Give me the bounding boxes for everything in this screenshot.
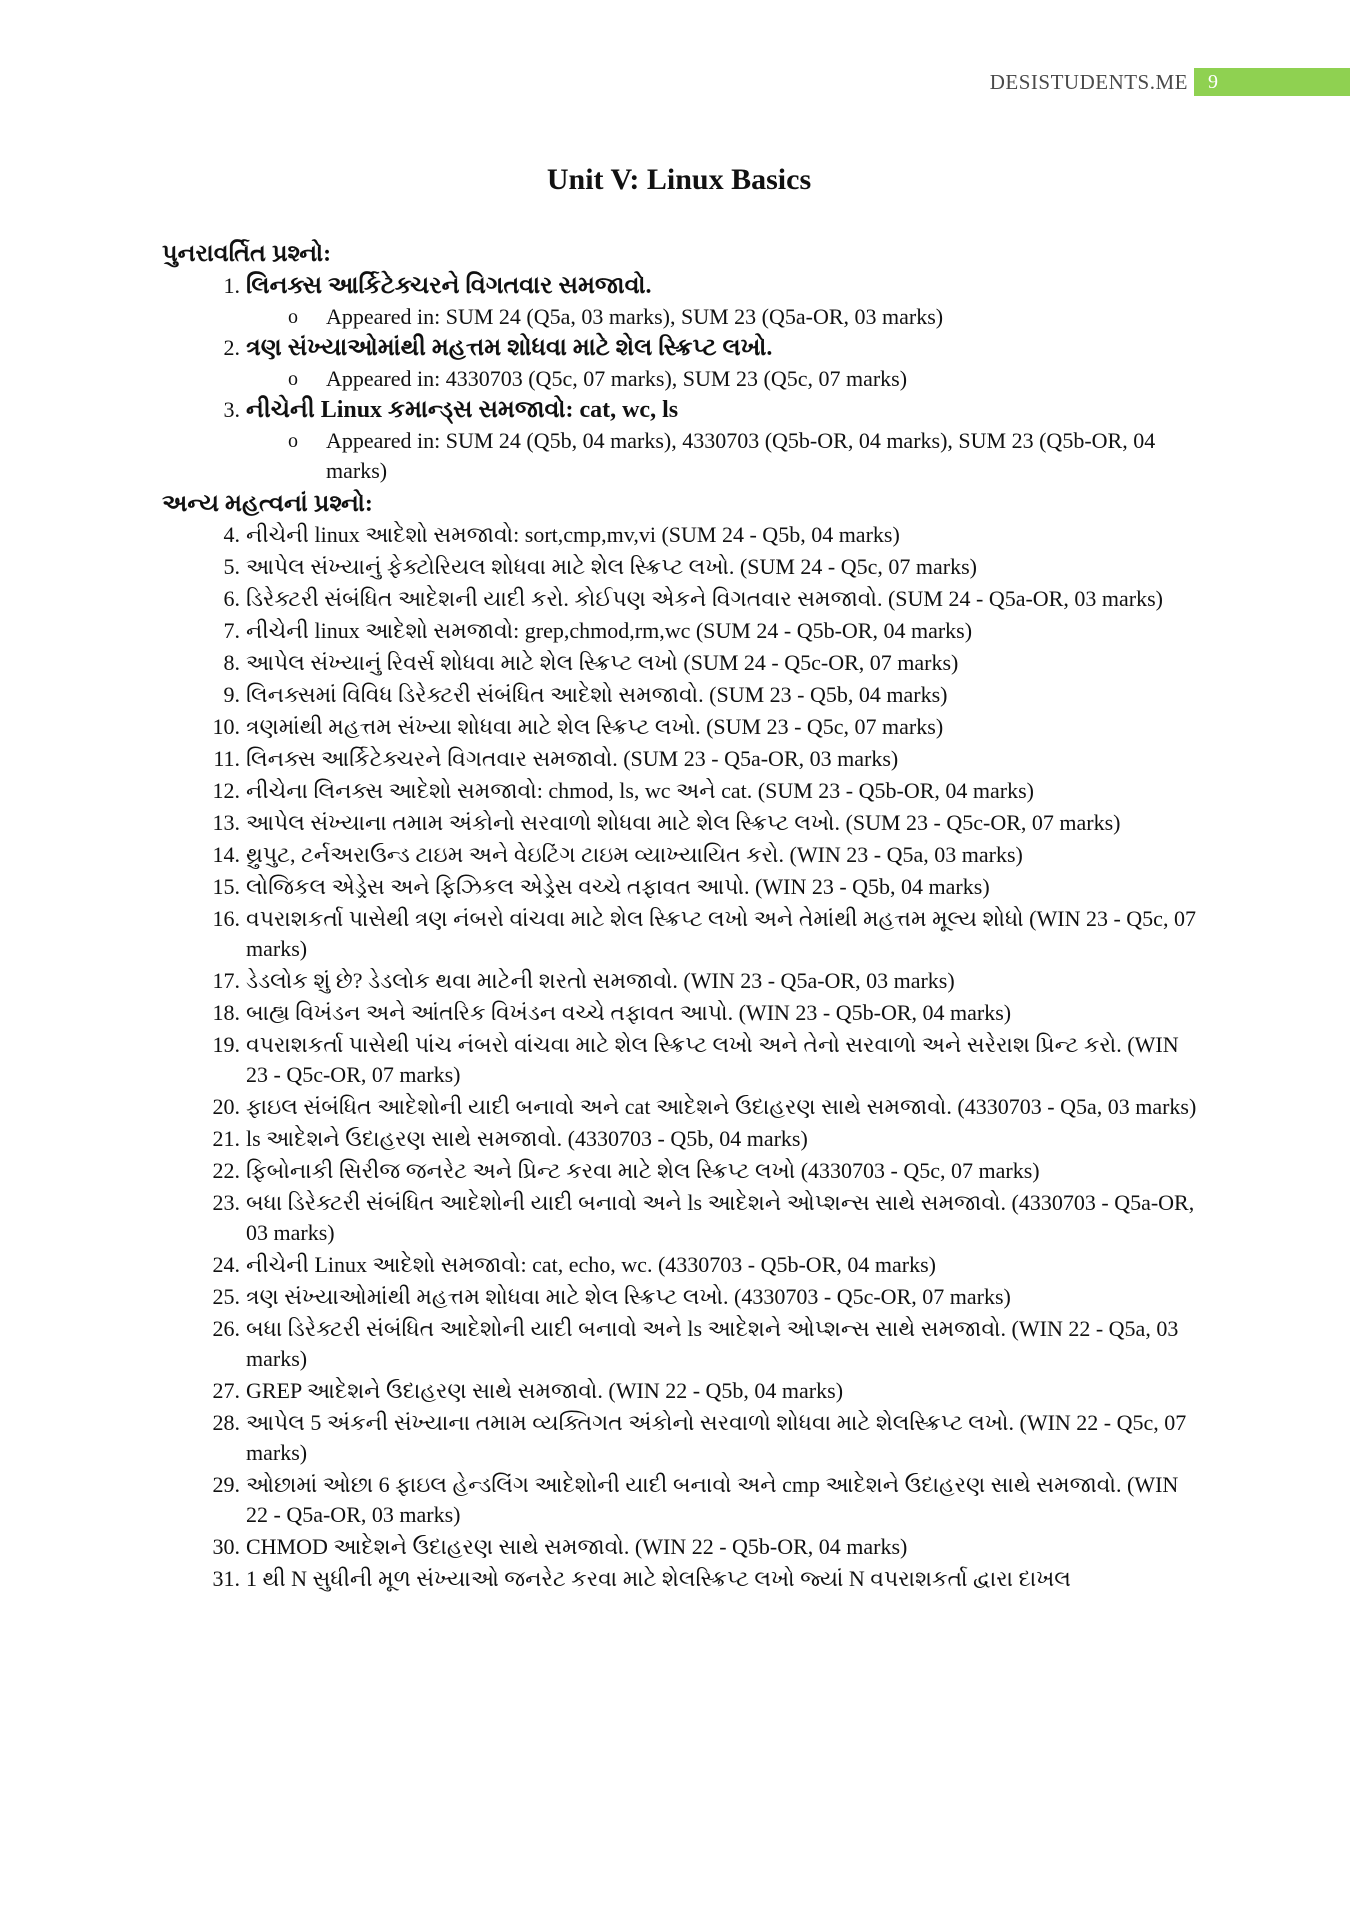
other-question-item	[162, 1408, 1202, 1468]
header-page-number: 9	[1194, 68, 1350, 96]
other-question-item	[162, 1564, 1202, 1594]
question-text: નીચેના લિનક્સ આદેશો સમજાવો: chmod, ls, wc અને cat. (SUM 23 - Q5b-OR, 04 marks)	[246, 778, 1034, 803]
question-number: 23.	[212, 1190, 240, 1215]
repeated-question-block	[162, 302, 1202, 332]
question-text: બાહ્ય વિખંડન અને આંતરિક વિખંડન વચ્ચે તફાવત આપો. (WIN 23 - Q5b-OR, 04 marks)	[246, 1000, 1012, 1025]
other-questions-heading: અન્ય મહત્વનાં પ્રશ્નો:	[162, 491, 373, 517]
question-number: 21.	[212, 1126, 240, 1151]
repeated-question-item	[162, 394, 1202, 486]
question-number: 31.	[212, 1566, 240, 1591]
appeared-in-note	[162, 302, 1202, 332]
header-site-name: DESISTUDENTS.ME	[989, 70, 1188, 94]
question-number: 10.	[212, 714, 240, 739]
question-number: 11.	[213, 746, 240, 771]
question-number: 16.	[212, 906, 240, 931]
question-number: 1.	[223, 273, 240, 298]
question-text: આપેલ 5 અંકની સંખ્યાના તમામ વ્યક્તિગત અંકોનો સરવાળો શોધવા માટે શેલસ્ક્રિપ્ટ લખો. (WIN 22 - Q5c, 07 marks)	[246, 1410, 1187, 1465]
question-text: લિનક્સમાં વિવિધ ડિરેક્ટરી સંબંધિત આદેશો સમજાવો. (SUM 23 - Q5b, 04 marks)	[246, 682, 948, 707]
question-text: ઓછામાં ઓછા 6 ફાઇલ હેન્ડલિંગ આદેશોની યાદી બનાવો અને cmp આદેશને ઉદાહરણ સાથે સમજાવો. (WIN 22 - Q5a-OR, 03 marks)	[246, 1472, 1179, 1527]
question-text: ત્રણ સંખ્યાઓમાંથી મહત્તમ શોધવા માટે શેલ સ્ક્રિપ્ટ લખો. (4330703 - Q5c-OR, 07 marks)	[246, 1284, 1011, 1309]
question-text: ડિરેક્ટરી સંબંધિત આદેશની યાદી કરો. કોઈપણ એકને વિગતવાર સમજાવો. (SUM 24 - Q5a-OR, 03 marks)	[246, 586, 1163, 611]
question-number: 19.	[212, 1032, 240, 1057]
question-text: ફિબોનાકી સિરીજ જનરેટ અને પ્રિન્ટ કરવા માટે શેલ સ્ક્રિપ્ટ લખો (4330703 - Q5c, 07 marks)	[246, 1158, 1040, 1183]
question-text: ત્રણમાંથી મહત્તમ સંખ્યા શોધવા માટે શેલ સ્ક્રિપ્ટ લખો. (SUM 23 - Q5c, 07 marks)	[246, 714, 944, 739]
other-question-item	[162, 712, 1202, 742]
question-number: 4.	[223, 522, 240, 547]
question-number: 3.	[223, 397, 240, 422]
other-question-item	[162, 552, 1202, 582]
repeated-question-block	[162, 426, 1202, 486]
question-number: 12.	[212, 778, 240, 803]
question-text: આપેલ સંખ્યાના તમામ અંકોનો સરવાળો શોધવા માટે શેલ સ્ક્રિપ્ટ લખો. (SUM 23 - Q5c-OR, 07 marks)	[246, 810, 1121, 835]
other-question-item	[162, 966, 1202, 996]
other-question-item	[162, 1470, 1202, 1530]
question-text: GREP આદેશને ઉદાહરણ સાથે સમજાવો. (WIN 22 - Q5b, 04 marks)	[246, 1378, 844, 1403]
page-header	[0, 68, 1358, 98]
other-question-item	[162, 1030, 1202, 1090]
question-text: લિનક્સ આર્કિટેક્ચરને વિગતવાર સમજાવો.	[246, 273, 652, 299]
question-text: લોજિકલ એડ્રેસ અને ફિઝિકલ એડ્રેસ વચ્ચે તફાવત આપો. (WIN 23 - Q5b, 04 marks)	[246, 874, 990, 899]
bullet-icon: o	[288, 430, 298, 452]
question-text: આપેલ સંખ્યાનું રિવર્સ શોધવા માટે શેલ સ્ક્રિપ્ટ લખો (SUM 24 - Q5c-OR, 07 marks)	[246, 650, 959, 675]
question-number: 2.	[223, 335, 240, 360]
other-question-item	[162, 744, 1202, 774]
question-number: 8.	[223, 650, 240, 675]
question-text: બધા ડિરેક્ટરી સંબંધિત આદેશોની યાદી બનાવો અને ls આદેશને ઓપ્શન્સ સાથે સમજાવો. (4330703 - Q5a-OR, 03 marks)	[246, 1190, 1195, 1245]
question-text: ls આદેશને ઉદાહરણ સાથે સમજાવો. (4330703 - Q5b, 04 marks)	[246, 1126, 808, 1151]
question-number: 6.	[223, 586, 240, 611]
question-text: 1 થી N સુધીની મૂળ સંખ્યાઓ જનરેટ કરવા માટે શેલસ્ક્રિપ્ટ લખો જ્યાં N વપરાશકર્તા દ્વારા દાખલ	[246, 1566, 1071, 1591]
other-question-item	[162, 1188, 1202, 1248]
bullet-icon: o	[288, 368, 298, 390]
other-question-item	[162, 998, 1202, 1028]
question-number: 25.	[212, 1284, 240, 1309]
question-text: લિનક્સ આર્કિટેક્ચરને વિગતવાર સમજાવો. (SUM 23 - Q5a-OR, 03 marks)	[246, 746, 899, 771]
question-number: 14.	[212, 842, 240, 867]
question-text: વપરાશકર્તા પાસેથી ત્રણ નંબરો વાંચવા માટે શેલ સ્ક્રિપ્ટ લખો અને તેમાંથી મહત્તમ મૂલ્ય શોધો (WIN 23 - Q5c, 07 marks)	[246, 906, 1196, 961]
other-question-item	[162, 1092, 1202, 1122]
appeared-in-text: Appeared in: SUM 24 (Q5a, 03 marks), SUM 23 (Q5a-OR, 03 marks)	[326, 304, 944, 329]
question-text: વપરાશકર્તા પાસેથી પાંચ નંબરો વાંચવા માટે શેલ સ્ક્રિપ્ટ લખો અને તેનો સરવાળો અને સરેરાશ પ્રિન્ટ કરો. (WIN 23 - Q5c-OR, 07 marks)	[246, 1032, 1179, 1087]
other-question-item	[162, 1532, 1202, 1562]
question-number: 24.	[212, 1252, 240, 1277]
other-question-item	[162, 840, 1202, 870]
question-text: ફાઇલ સંબંધિત આદેશોની યાદી બનાવો અને cat આદેશને ઉદાહરણ સાથે સમજાવો. (4330703 - Q5a, 03 marks)	[246, 1094, 1197, 1119]
repeated-questions-heading: પુનરાવર્તિત પ્રશ્નો:	[162, 241, 332, 267]
question-text: બધા ડિરેક્ટરી સંબંધિત આદેશોની યાદી બનાવો અને ls આદેશને ઓપ્શન્સ સાથે સમજાવો. (WIN 22 - Q5a, 03 marks)	[246, 1316, 1179, 1371]
document-body	[162, 238, 1202, 1596]
question-number: 30.	[212, 1534, 240, 1559]
appeared-in-note	[162, 426, 1202, 486]
question-text: CHMOD આદેશને ઉદાહરણ સાથે સમજાવો. (WIN 22 - Q5b-OR, 04 marks)	[246, 1534, 908, 1559]
repeated-questions-list	[162, 270, 1202, 486]
question-number: 15.	[212, 874, 240, 899]
bullet-icon: o	[288, 306, 298, 328]
other-question-item	[162, 1156, 1202, 1186]
question-number: 13.	[212, 810, 240, 835]
other-question-item	[162, 1376, 1202, 1406]
question-number: 17.	[212, 968, 240, 993]
question-number: 18.	[212, 1000, 240, 1025]
page-title: Unit V: Linux Basics	[546, 163, 812, 196]
repeated-question-block	[162, 364, 1202, 394]
question-text: નીચેની Linux આદેશો સમજાવો: cat, echo, wc. (4330703 - Q5b-OR, 04 marks)	[246, 1252, 936, 1277]
appeared-in-text: Appeared in: 4330703 (Q5c, 07 marks), SUM 23 (Q5c, 07 marks)	[326, 366, 908, 391]
question-text: ડેડલોક શું છે? ડેડલોક થવા માટેની શરતો સમજાવો. (WIN 23 - Q5a-OR, 03 marks)	[246, 968, 955, 993]
question-number: 28.	[212, 1410, 240, 1435]
question-number: 7.	[223, 618, 240, 643]
other-question-item	[162, 616, 1202, 646]
question-number: 26.	[212, 1316, 240, 1341]
question-text: આપેલ સંખ્યાનું ફેક્ટોરિયલ શોધવા માટે શેલ સ્ક્રિપ્ટ લખો. (SUM 24 - Q5c, 07 marks)	[246, 554, 977, 579]
appeared-in-text: Appeared in: SUM 24 (Q5b, 04 marks), 4330703 (Q5b-OR, 04 marks), SUM 23 (Q5b-OR, 04 marks)	[326, 428, 1156, 483]
other-question-item	[162, 1314, 1202, 1374]
appeared-in-note	[162, 364, 1202, 394]
other-questions-list	[162, 520, 1202, 1594]
question-number: 20.	[212, 1094, 240, 1119]
question-number: 29.	[212, 1472, 240, 1497]
other-question-item	[162, 584, 1202, 614]
other-question-item	[162, 1250, 1202, 1280]
other-question-item	[162, 520, 1202, 550]
other-question-item	[162, 872, 1202, 902]
other-question-item	[162, 1124, 1202, 1154]
other-question-item	[162, 776, 1202, 806]
question-number: 5.	[223, 554, 240, 579]
other-question-item	[162, 904, 1202, 964]
question-number: 27.	[212, 1378, 240, 1403]
repeated-question-item	[162, 270, 1202, 332]
other-question-item	[162, 648, 1202, 678]
other-question-item	[162, 808, 1202, 838]
question-number: 22.	[212, 1158, 240, 1183]
question-number: 9.	[223, 682, 240, 707]
question-text: નીચેની linux આદેશો સમજાવો: grep,chmod,rm,wc (SUM 24 - Q5b-OR, 04 marks)	[246, 618, 973, 643]
question-text: ત્રણ સંખ્યાઓમાંથી મહત્તમ શોધવા માટે શેલ સ્ક્રિપ્ટ લખો.	[246, 335, 773, 361]
question-text: નીચેની Linux કમાન્ડ્સ સમજાવો: cat, wc, ls	[246, 397, 679, 423]
question-text: નીચેની linux આદેશો સમજાવો: sort,cmp,mv,vi (SUM 24 - Q5b, 04 marks)	[246, 522, 900, 547]
other-question-item	[162, 1282, 1202, 1312]
repeated-question-item	[162, 332, 1202, 394]
other-question-item	[162, 680, 1202, 710]
question-text: થ્રુપુટ, ટર્નઅરાઉન્ડ ટાઇમ અને વેઇટિંગ ટાઇમ વ્યાખ્યાયિત કરો. (WIN 23 - Q5a, 03 marks)	[246, 842, 1023, 867]
